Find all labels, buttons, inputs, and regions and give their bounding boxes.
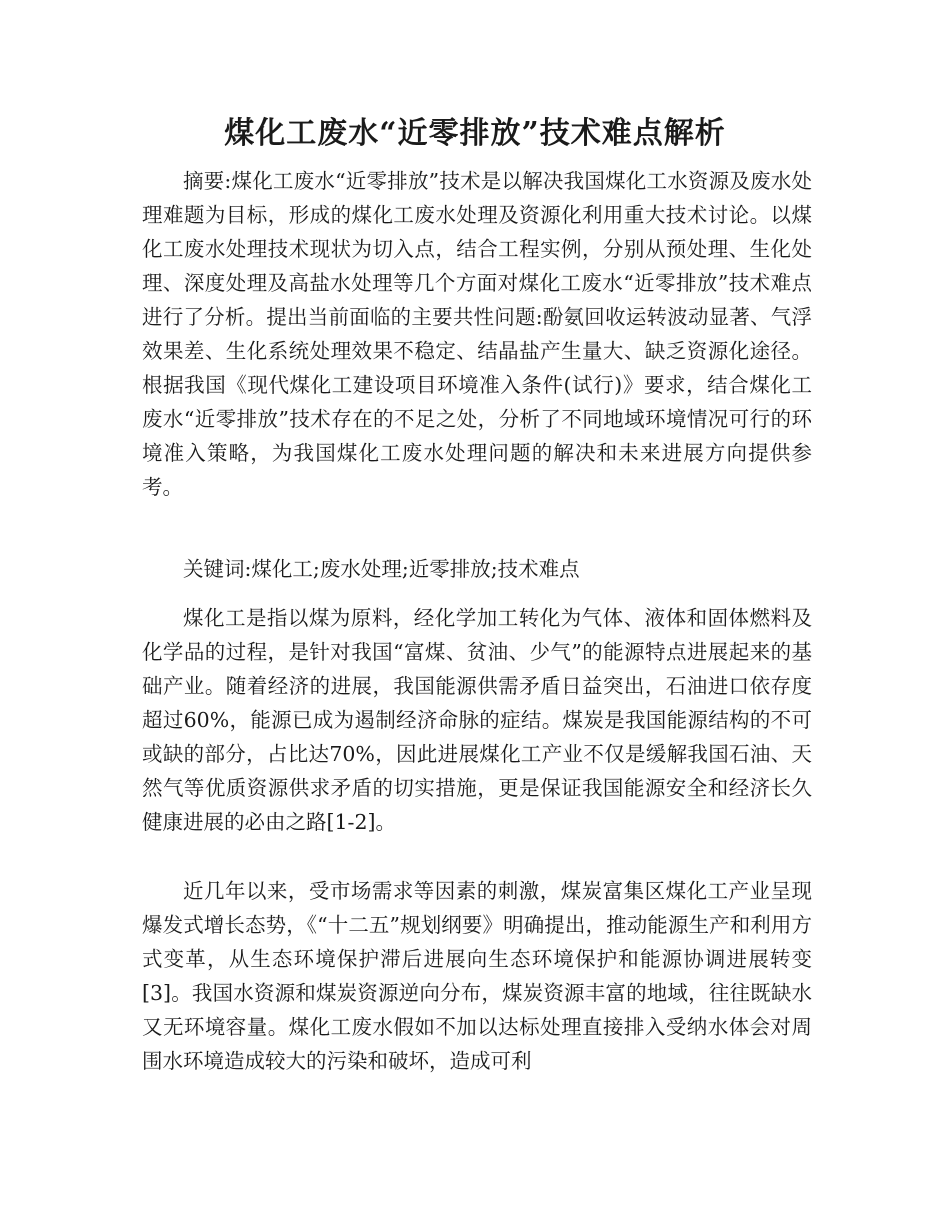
- body-section-2: [142, 874, 812, 1078]
- document-title: 煤化工废水“近零排放”技术难点解析: [224, 116, 726, 151]
- keywords-section: [142, 552, 812, 586]
- body-paragraph: 煤化工是指以煤为原料，经化学加工转化为气体、液体和固体燃料及化学品的过程，是针对我国“富煤、贫油、少气”的能源特点进展起来的基础产业。随着经济的进展，我国能源供需矛盾日益突出，石油进口依存度超过60%，能源已成为遏制经济命脉的症结。煤炭是我国能源结构的不可或缺的部分，占比达70%，因此进展煤化工产业不仅是缓解我国石油、天然气等优质资源供求矛盾的切实措施，更是保证我国能源安全和经济长久健康进展的必由之路[1-2]。: [142, 606, 812, 834]
- body-section-1: [142, 601, 812, 839]
- abstract-paragraph: 摘要:煤化工废水“近零排放”技术是以解决我国煤化工水资源及废水处理难题为目标，形成的煤化工废水处理及资源化利用重大技术讨论。以煤化工废水处理技术现状为切入点，结合工程实例，分别从预处理、生化处理、深度处理及高盐水处理等几个方面对煤化工废水“近零排放”技术难点进行了分析。提出当前面临的主要共性问题:酚氨回收运转波动显著、气浮效果差、生化系统处理效果不稳定、结晶盐产生量大、缺乏资源化途径。根据我国《现代煤化工建设项目环境准入条件(试行)》要求，结合煤化工废水“近零排放”技术存在的不足之处，分析了不同地域环境情况可行的环境准入策略，为我国煤化工废水处理问题的解决和未来进展方向提供参考。: [142, 169, 812, 499]
- body-paragraph: 近几年以来，受市场需求等因素的刺激，煤炭富集区煤化工产业呈现爆发式增长态势，《“十二五”规划纲要》明确提出，推动能源生产和利用方式变革，从生态环境保护滞后进展向生态环境保护和能源协调进展转变[3]。我国水资源和煤炭资源逆向分布，煤炭资源丰富的地域，往往既缺水又无环境容量。煤化工废水假如不加以达标处理直接排入受纳水体会对周围水环境造成较大的污染和破坏，造成可利: [142, 879, 812, 1073]
- abstract-section: [142, 164, 812, 504]
- keywords-line: 关键词:煤化工;废水处理;近零排放;技术难点: [183, 557, 580, 581]
